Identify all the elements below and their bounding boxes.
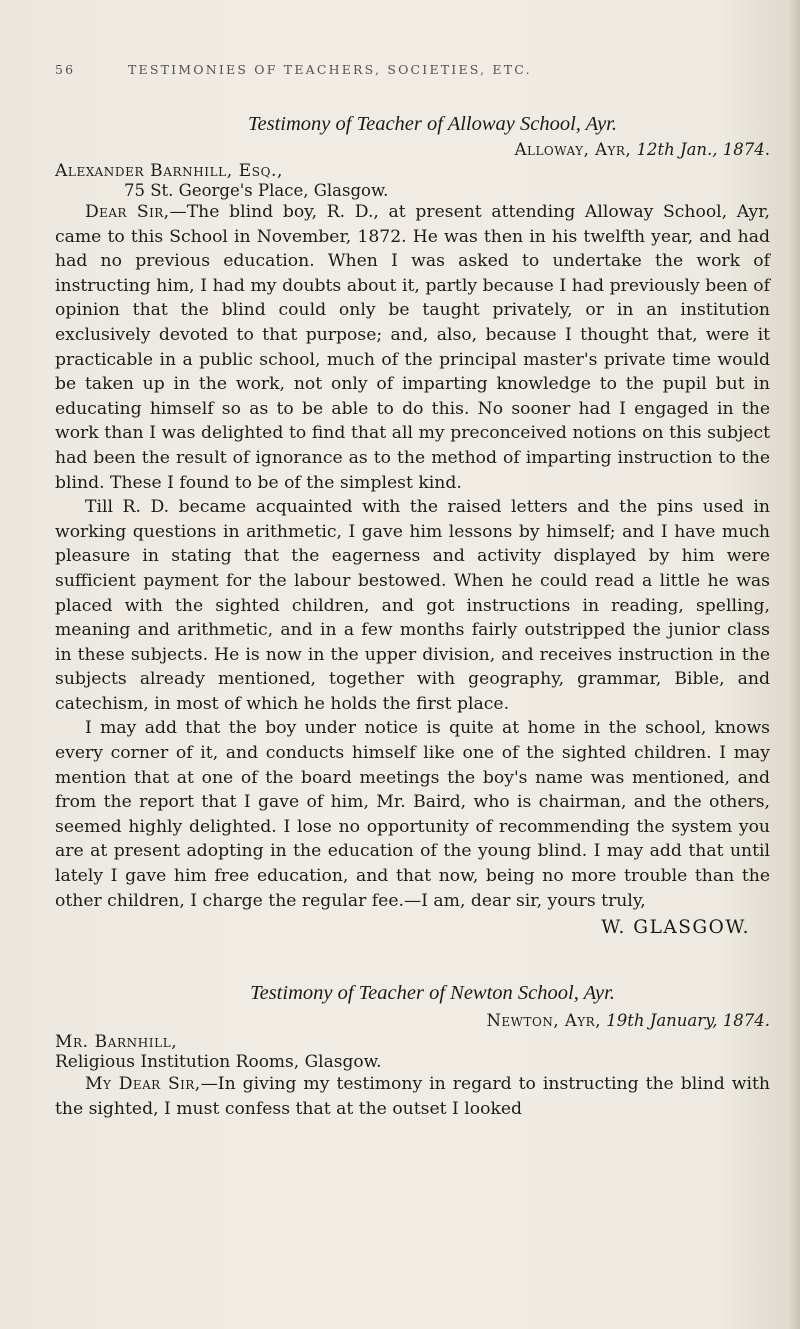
paragraph-text: —The blind boy, R. D., at present attending Alloway School, Ayr, came to this School in November, 1872. He was then in his twelfth year, and had had no previous education. When I was asked to undertake the work of instructing him, I had my doubts about it, partly because I had previously been of opinion that the blind could only be taught privately, or in an institution exclusively devoted to that purpose; and, also, because I thought that, were it practicable in a public school, much of the principal master's private time would be taken up in the work, not only of imparting knowledge to the pupil but in educating himself so as to be able to do this. No sooner had I engaged in the work than I was delighted to find that all my preconceived notions on this subject had been the result of ignorance as to the method of imparting instruction to the blind. These I found to be of the simplest kind. [55, 202, 771, 493]
paragraph [55, 200, 770, 495]
running-title: TESTIMONIES OF TEACHERS, SOCIETIES, ETC. [128, 62, 532, 77]
dateline [55, 1011, 770, 1030]
section-heading: Testimony of Teacher of Newton School, Ayr. [250, 982, 615, 1005]
paragraph [55, 1072, 770, 1121]
address: Religious Institution Rooms, Glasgow. [55, 1052, 382, 1073]
paragraph: Till R. D. became acquainted with the raised letters and the pins used in working questions in arithmetic, I gave him lessons by himself; and I have much pleasure in stating that the eagerness and activity displayed by him were sufficient payment for the labour bestowed. When he could read a little he was placed with the sighted children, and got instructions in reading, spelling, meaning and arithmetic, and in a few months fairly outstripped the junior class in these subjects. He is now in the upper division, and receives instruction in the subjects already mentioned, together with geography, grammar, Bible, and catechism, in most of which he holds the first place. [55, 497, 770, 714]
dateline-date: 19th January, 1874. [606, 1011, 770, 1031]
paragraph-text: —In giving my testimony in regard to instructing the blind with the sighted, I must confess that at the outset I looked [55, 1074, 770, 1119]
addressee: Mr. Barnhill, [55, 1032, 178, 1053]
page-number: 56 [55, 62, 76, 77]
section-heading: Testimony of Teacher of Alloway School, Ayr. [247, 113, 617, 135]
salutation: My Dear Sir, [85, 1074, 201, 1095]
dateline-place: Alloway, Ayr, [514, 140, 632, 159]
dateline-date: 12th Jan., 1874. [636, 140, 770, 159]
dateline [55, 140, 770, 159]
signature: W. GLASGOW. [601, 917, 750, 939]
page-edge [786, 0, 800, 1329]
spacer [55, 938, 770, 982]
address: 75 St. George's Place, Glasgow. [124, 181, 389, 200]
paragraph: I may add that the boy under notice is quite at home in the school, knows every corner of it, and conducts himself like one of the sighted children. I may mention that at one of the board meetings the boy's name was mentioned, and from the report that I gave of him, Mr. Baird, who is chairman, and the others, seemed highly delighted. I lose no opportunity of recommending the system you are at present adopting in the education of the young blind. I may add that until lately I gave him free education, and that now, being no more trouble than the other children, I charge the regular fee.—I am, dear sir, yours truly, [55, 718, 770, 911]
letter-newton [55, 982, 770, 1121]
page-content [55, 113, 770, 1121]
letter-alloway [55, 113, 770, 938]
salutation: Dear Sir, [85, 202, 170, 222]
dateline-place: Newton, Ayr, [486, 1011, 601, 1031]
addressee: Alexander Barnhill, Esq., [55, 161, 284, 181]
